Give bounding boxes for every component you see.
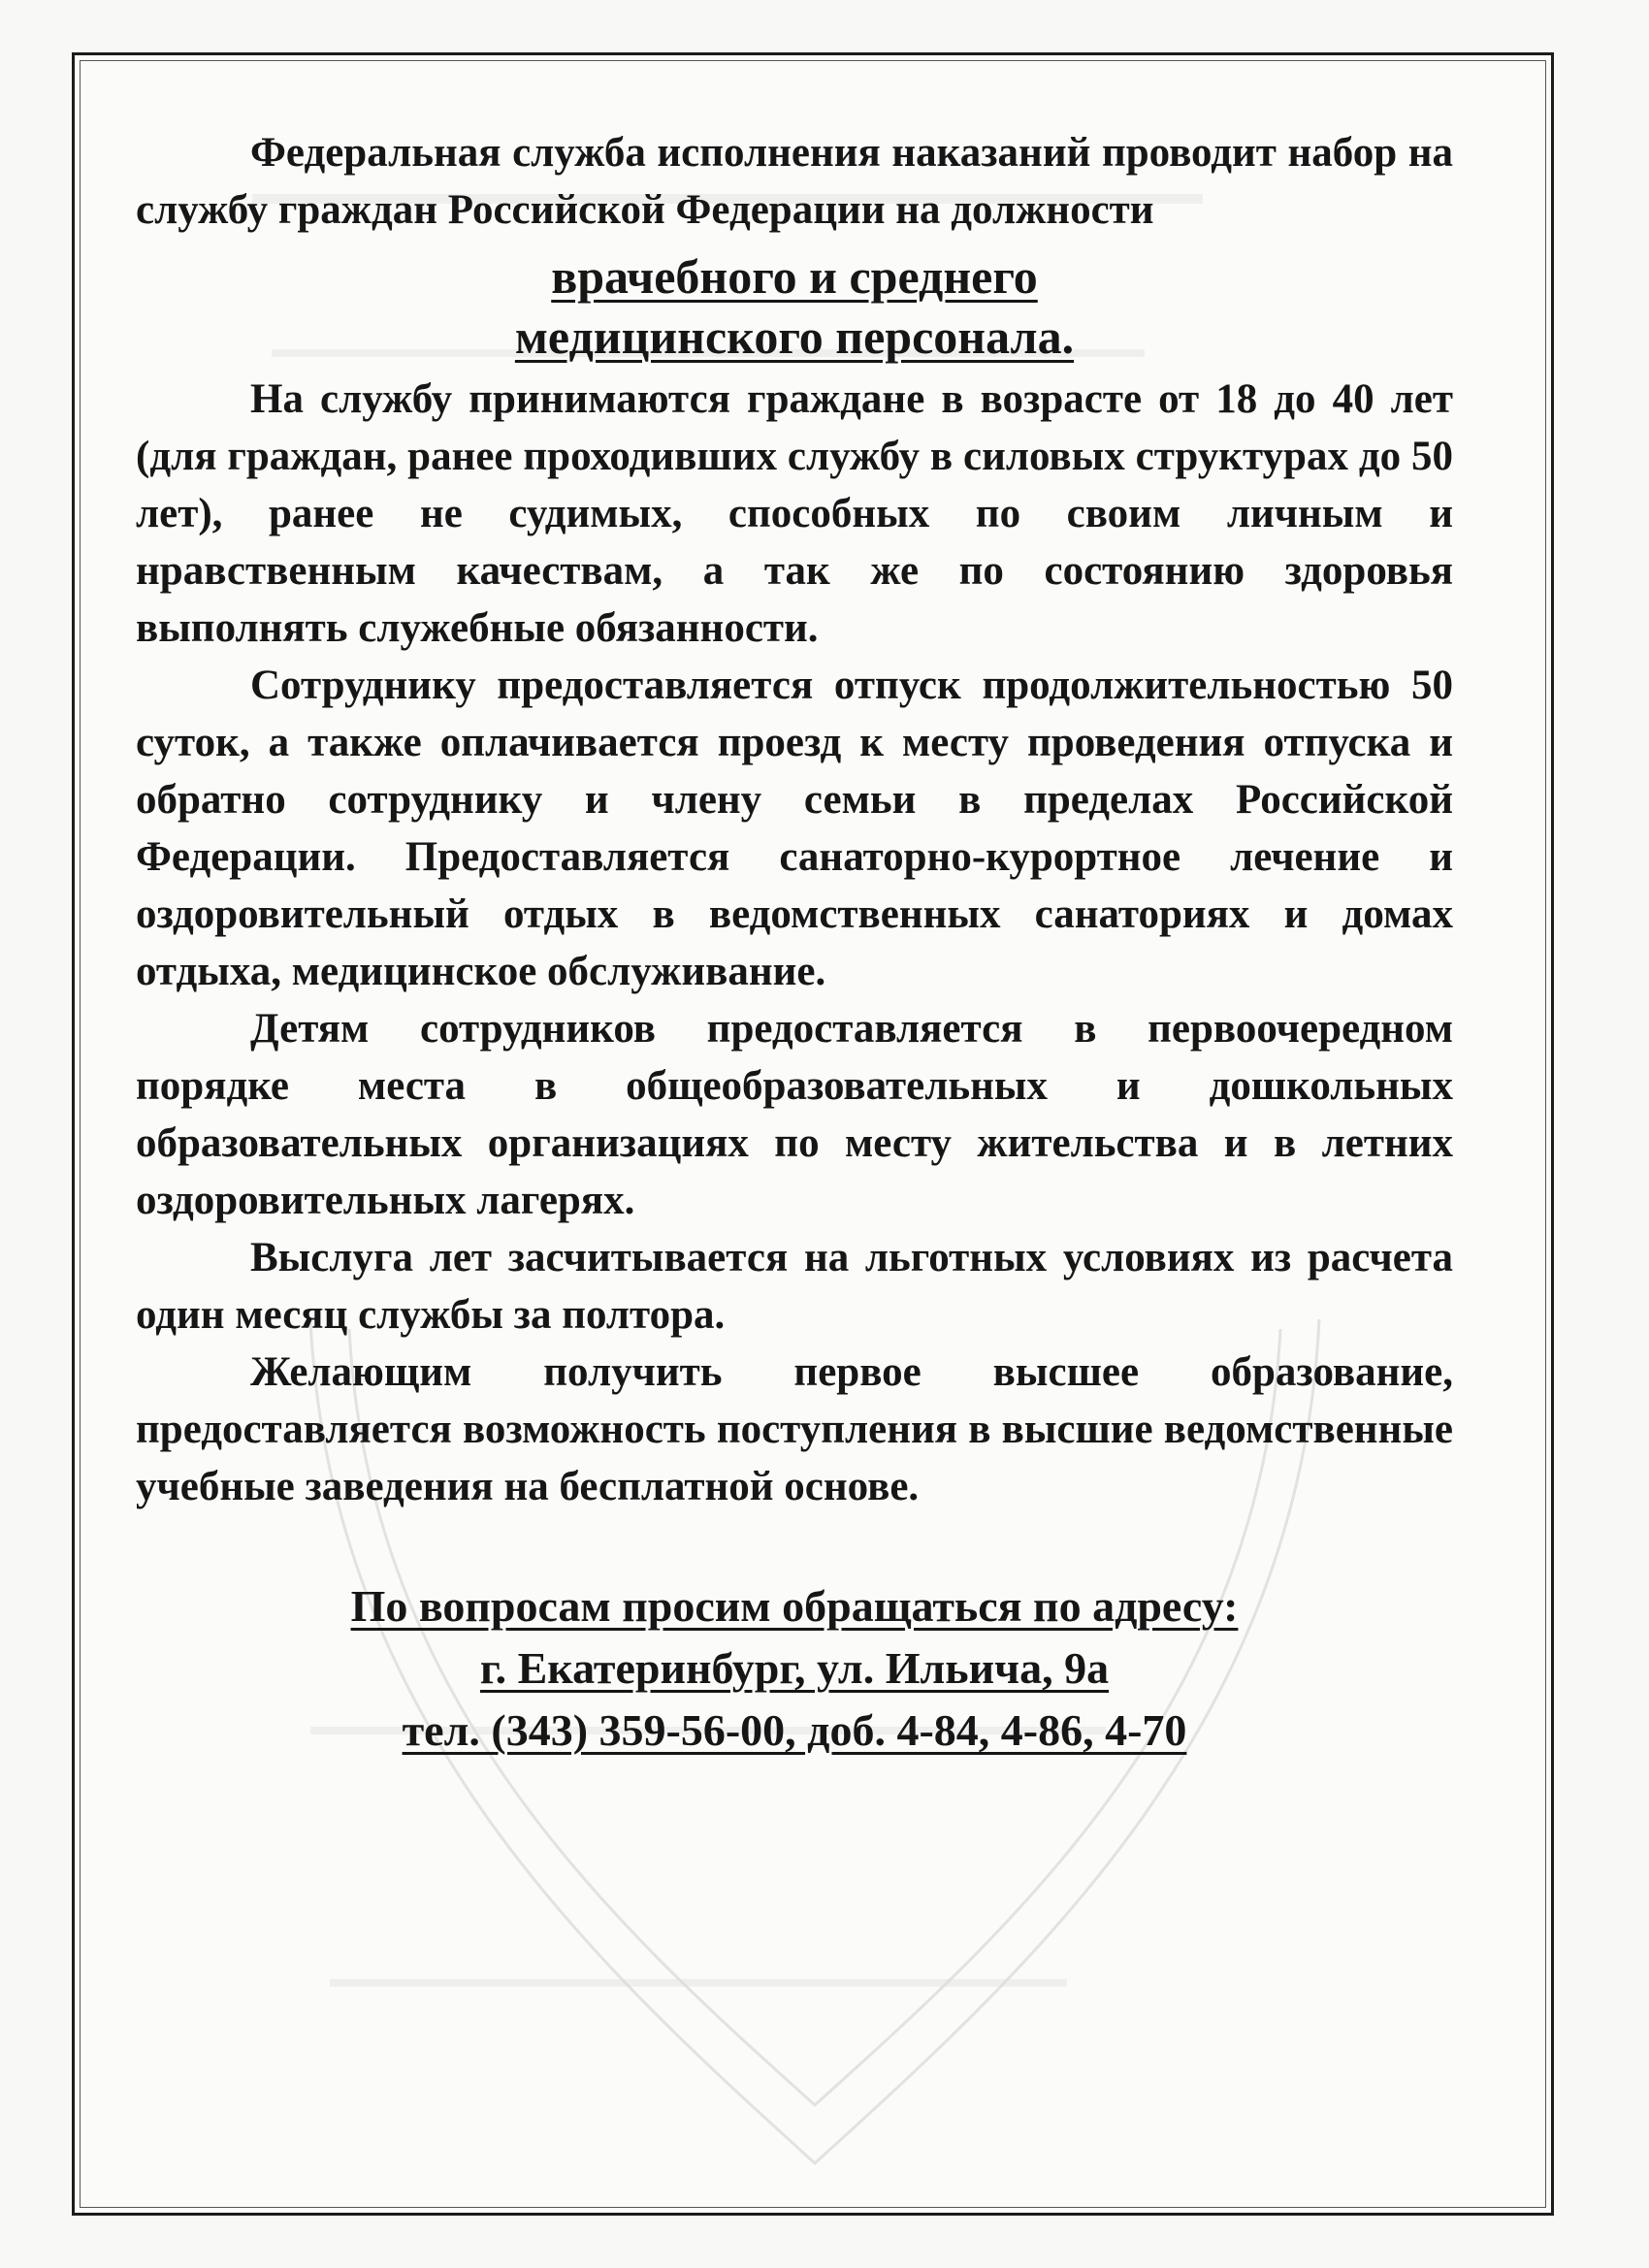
seniority-paragraph: Выслуга лет засчитывается на льготных условиях из расчета один месяц службы за полтора.: [136, 1235, 1453, 1338]
position-heading: [136, 246, 1453, 367]
education-paragraph: Желающим получить первое высшее образование, предоставляется возможность поступления в высшие ведомственные учебные заведения на бесплатной основе.: [136, 1349, 1453, 1509]
eligibility-paragraph: На службу принимаются граждане в возрасте от 18 до 40 лет (для граждан, ранее проходивших службу в силовых структурах до 50 лет), ранее не судимых, способных по своим личным и нравственным качествам, а так же по состоянию здоровья выполнять служебные обязанности.: [136, 376, 1453, 651]
contact-phone: тел. (343) 359-56-00, доб. 4-84, 4-86, 4-70: [402, 1705, 1187, 1755]
contact-block: [136, 1575, 1453, 1762]
intro-paragraph: Федеральная служба исполнения наказаний проводит набор на службу граждан Российской Федерации на должности: [136, 130, 1453, 233]
vacation-paragraph: Сотруднику предоставляется отпуск продолжительностью 50 суток, а также оплачивается проезд к месту проведения отпуска и обратно сотруднику и члену семьи в пределах Российской Федерации. Предоставляется санаторно-курортное лечение и оздоровительный отдых в ведомственных санаториях и домах отдыха, медицинское обслуживание.: [136, 663, 1453, 994]
contact-address: г. Екатеринбург, ул. Ильича, 9а: [479, 1643, 1110, 1693]
heading-line-1: врачебного и среднего: [551, 249, 1038, 304]
document-body: [136, 124, 1453, 1762]
contact-prompt: По вопросам просим обращаться по адресу:: [350, 1581, 1239, 1631]
heading-line-2: медицинского персонала.: [514, 309, 1075, 364]
children-paragraph: Детям сотрудников предоставляется в первоочередном порядке места в общеобразовательных и дошкольных образовательных организациях по месту жительства и в летних оздоровительных лагерях.: [136, 1006, 1453, 1223]
